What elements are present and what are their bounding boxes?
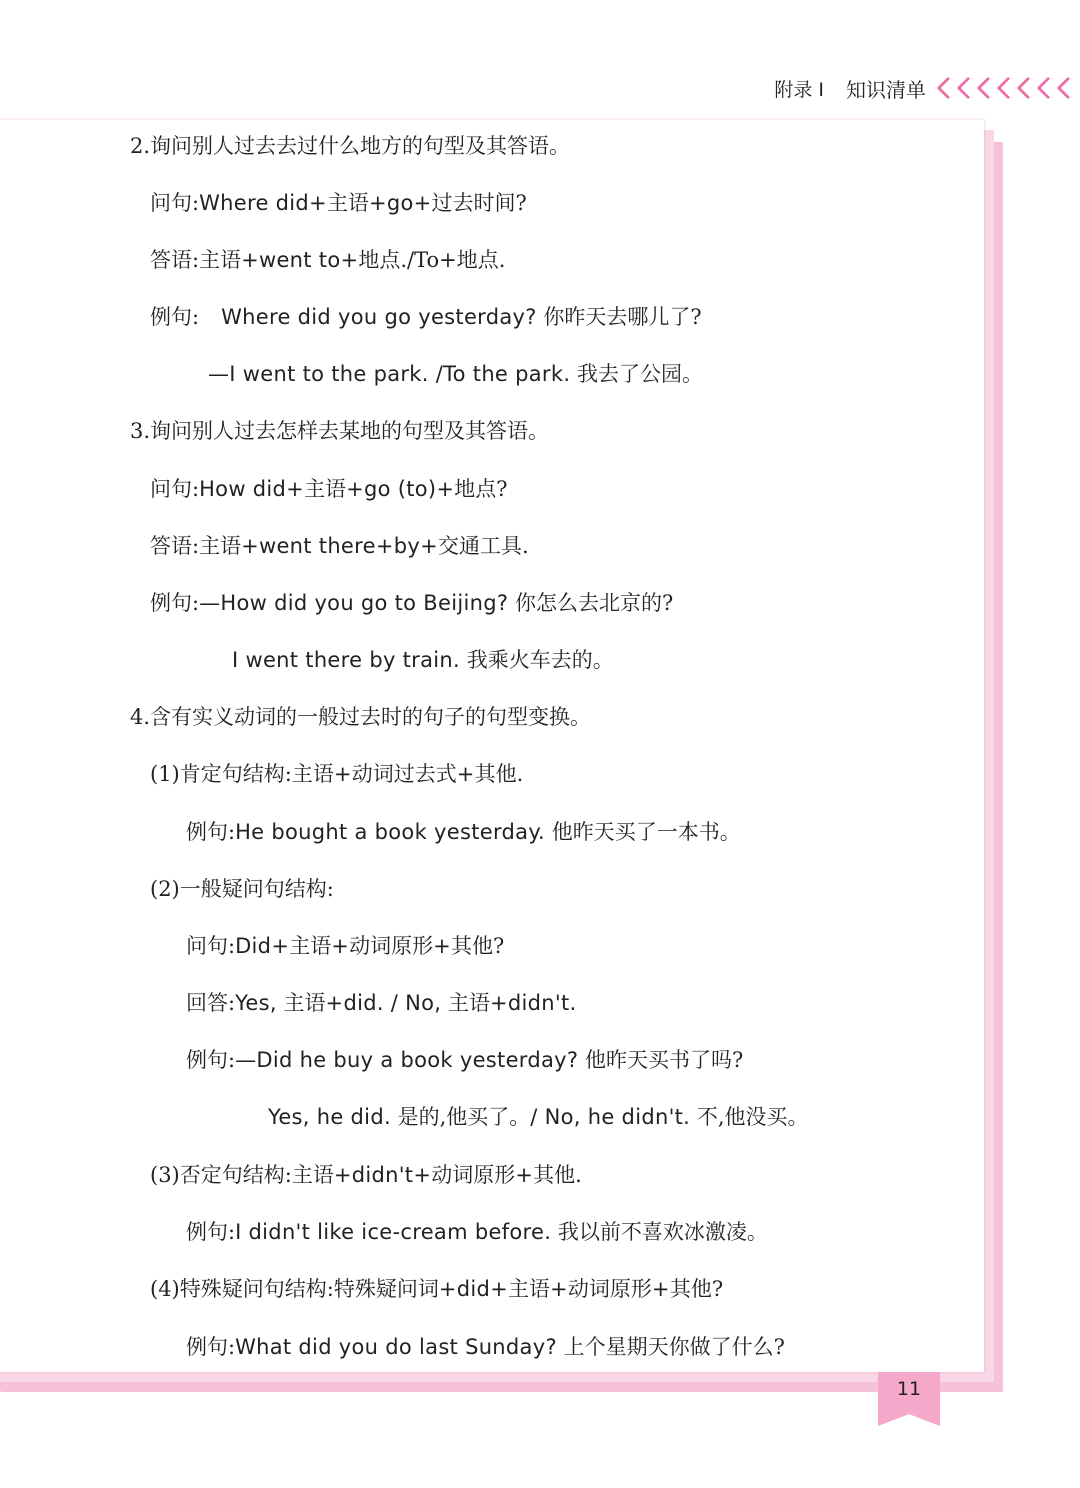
question-pattern-3: 问句:How did+主语+go (to)+地点? (150, 477, 508, 501)
running-header (774, 70, 1080, 106)
general-question-pattern: 问句:Did+主语+动词原形+其他? (186, 934, 505, 958)
negative-example: 例句:I didn't like ice-cream before. 我以前不喜欢冰激凌。 (186, 1220, 768, 1244)
affirmative-example: 例句:He bought a book yesterday. 他昨天买了一本书。 (186, 820, 741, 844)
general-question-structure: (2)一般疑问句结构: (150, 877, 334, 901)
wh-question-structure: (4)特殊疑问句结构:特殊疑问词+did+主语+动词原形+其他? (150, 1277, 724, 1301)
heading-2: 2.询问别人过去去过什么地方的句型及其答语。 (130, 134, 571, 158)
example-2b: —I went to the park. /To the park. 我去了公园。 (208, 362, 703, 386)
heading-4: 4.含有实义动词的一般过去时的句子的句型变换。 (130, 705, 592, 729)
question-pattern-2: 问句:Where did+主语+go+过去时间? (150, 191, 527, 215)
general-question-example-a: 例句:—Did he buy a book yesterday? 他昨天买书了吗? (186, 1048, 744, 1072)
appendix-label: 附录 I (774, 78, 824, 101)
wh-question-example: 例句:What did you do last Sunday? 上个星期天你做了什么? (186, 1335, 785, 1359)
general-question-example-b: Yes, he did. 是的,他买了。/ No, he didn't. 不,他没买。 (268, 1105, 809, 1129)
chevron-left-icon (940, 73, 1080, 103)
example-3a: 例句:—How did you go to Beijing? 你怎么去北京的? (150, 591, 674, 615)
general-question-answer: 回答:Yes, 主语+did. / No, 主语+didn't. (186, 991, 577, 1015)
page-number: 11 (896, 1378, 922, 1400)
negative-structure: (3)否定句结构:主语+didn't+动词原形+其他. (150, 1163, 582, 1187)
affirmative-structure: (1)肯定句结构:主语+动词过去式+其他. (150, 762, 524, 786)
answer-pattern-3: 答语:主语+went there+by+交通工具. (150, 534, 529, 558)
section-title: 知识清单 (846, 77, 926, 102)
answer-pattern-2: 答语:主语+went to+地点./To+地点. (150, 248, 506, 272)
example-3b: I went there by train. 我乘火车去的。 (232, 648, 614, 672)
example-2a: 例句: Where did you go yesterday? 你昨天去哪儿了? (150, 305, 702, 329)
heading-3: 3.询问别人过去怎样去某地的句型及其答语。 (130, 419, 550, 443)
